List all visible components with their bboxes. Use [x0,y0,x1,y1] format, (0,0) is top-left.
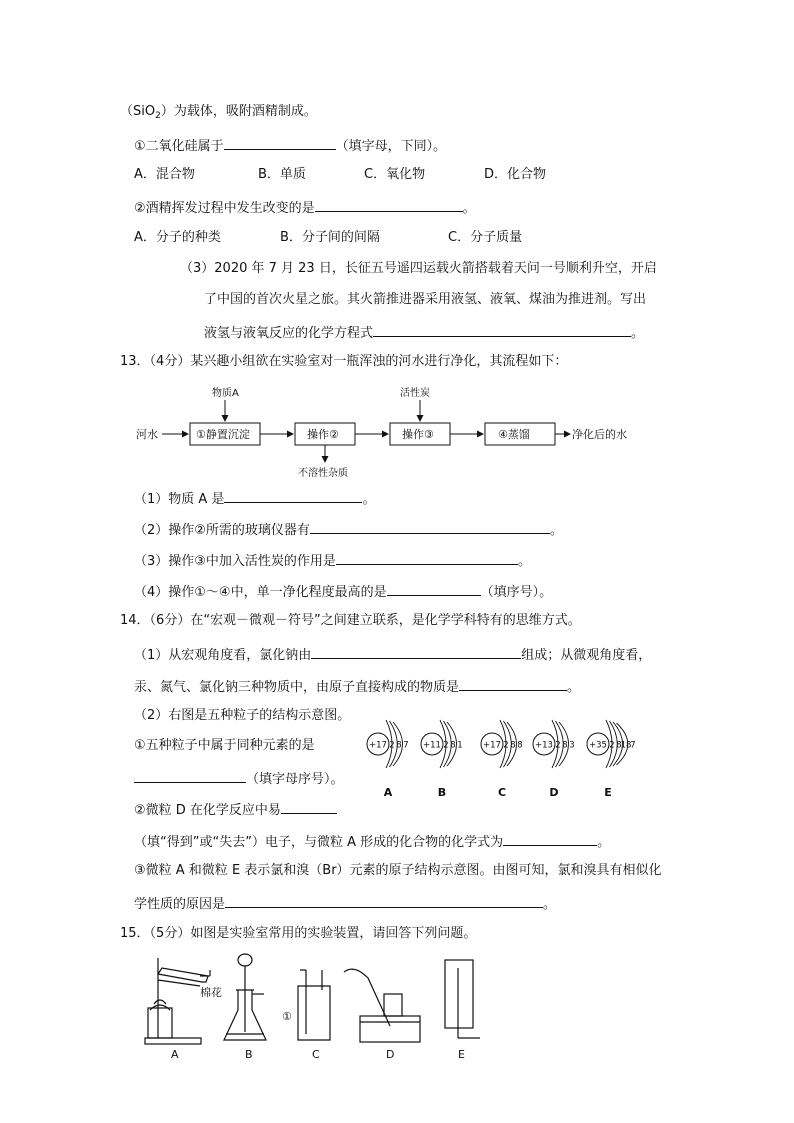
answer-blank[interactable] [311,644,521,659]
answer-blank[interactable] [373,322,631,337]
flow-output-impurities: 不溶性杂质 [298,468,348,479]
q13-q4: （4）操作①～④中，单一净化程度最高的是 （填序号）。 [134,581,552,602]
q14-p2: （2）右图是五种粒子的结构示意图。 [134,708,351,723]
particle-label: A [383,786,393,799]
apparatus-d [344,969,420,1042]
q13-title: 13．（4分）某兴趣小组欲在实验室对一瓶浑浊的河水进行净化，其流程如下： [120,354,568,369]
apparatus-e [445,960,480,1038]
q13-q3: （3）操作③中加入活性炭的作用是 。 [134,550,531,571]
particle-d [533,720,575,799]
answer-blank[interactable] [224,488,362,503]
label-d: D [386,1048,395,1061]
answer-blank[interactable] [336,550,518,565]
svg-text:操作③: 操作③ [402,428,434,441]
atomic-structure-diagram [360,708,660,803]
flow-input-a: 物质A [212,388,239,399]
particle-b [421,720,463,799]
q14-p1-line2: 汞、氮气、氯化钠三种物质中，由原子直接构成的物质是 。 [134,676,580,697]
marker-1: ① [282,1010,292,1023]
q14-s1-answer: （填字母序号）。 [134,768,344,789]
q14-s2-line2: （填“得到”或“失去”）电子，与微粒 A 形成的化合物的化学式为 。 [134,831,610,852]
nucleus-charge: +13 [535,740,553,751]
answer-blank[interactable] [459,676,567,691]
shell-electrons: 2 [555,740,561,751]
answer-blank[interactable] [224,135,336,150]
label-b: B [245,1048,253,1061]
shell-electrons: 7 [630,740,636,751]
q14-title: 14．（6分）在“宏观－微观－符号”之间建立联系，是化学学科特有的思维方式。 [120,613,581,628]
shell-electrons: 18 [620,740,632,751]
shell-electrons: 1 [457,740,463,751]
q14-s3-line2: 学性质的原因是 。 [134,893,556,914]
shell-electrons: 8 [450,740,456,751]
shell-electrons: 8 [517,740,523,751]
particle-e [587,720,636,799]
q12-opt-c: C．氧化物 [364,167,426,182]
q12-part3-line3: 液氢与液氧反应的化学方程式 。 [204,322,644,343]
nucleus-charge: +11 [423,740,441,751]
svg-text:④蒸馏: ④蒸馏 [498,428,530,441]
q14-p1-line1: （1）从宏观角度看，氯化钠由 组成；从微观角度看， [134,644,651,665]
shell-electrons: 8 [562,740,568,751]
q12-opt-a: A．混合物 [134,167,195,182]
flow-input-carbon: 活性炭 [400,388,430,399]
shell-electrons: 7 [403,740,409,751]
intro-line: （SiO$_2$）为载体，吸附酒精制成。 [120,104,317,121]
q14-s3: ③微粒 A 和微粒 E 表示氯和溴（Br）元素的原子结构示意图。由图可知，氯和溴具有相似化 [134,863,662,878]
shell-electrons: 8 [510,740,516,751]
answer-blank[interactable] [503,831,597,846]
svg-text:操作②: 操作② [307,428,339,441]
apparatus-a [145,958,210,1044]
answer-blank[interactable] [134,768,246,783]
q12-part3-line2: 了中国的首次火星之旅。其火箭推进器采用液氢、液氧、煤油为推进剂。写出 [204,292,647,307]
q13-q2: （2）操作②所需的玻璃仪器有 。 [134,519,563,540]
particle-label: B [437,786,447,799]
apparatus-b [224,954,266,1040]
answer-blank[interactable] [225,893,543,908]
shell-electrons: 2 [389,740,395,751]
q14-s2: ②微粒 D 在化学反应中易 [134,799,337,820]
particle-label: D [549,786,559,799]
q12-part3-line1: （3）2020 年 7 月 23 日，长征五号遥四运载火箭搭载着天问一号顺利升空，开启 [180,261,657,276]
shell-electrons: 8 [396,740,402,751]
particle-a [367,720,409,799]
answer-blank[interactable] [387,581,481,596]
answer-blank[interactable] [281,799,337,814]
nucleus-charge: +17 [483,740,501,751]
q12-opt-d: D．化合物 [484,167,547,182]
nucleus-charge: +35 [589,740,607,751]
q12-opt-b: B．单质 [258,167,306,182]
q14-s1: ①五种粒子中属于同种元素的是 [134,738,315,753]
q12-item1: ①二氧化硅属于 （填字母，下同）。 [134,135,446,156]
q12-item2: ②酒精挥发过程中发生改变的是 。 [134,197,476,218]
flow-end: 净化后的水 [572,428,627,441]
shell-electrons: 8 [616,740,622,751]
particle-c [481,720,523,799]
q12-opt2-c: C．分子质量 [448,230,523,245]
apparatus-c [298,970,330,1040]
purification-flowchart [130,382,650,482]
q12-opt2-b: B．分子间的间隔 [280,230,380,245]
q13-q1: （1）物质 A 是 。 [134,488,375,509]
shell-electrons: 3 [569,740,575,751]
shell-electrons: 2 [443,740,449,751]
svg-text:①静置沉淀: ①静置沉淀 [196,428,250,441]
label-c: C [312,1048,320,1061]
label-a: A [171,1048,179,1061]
flow-start: 河水 [136,428,158,441]
answer-blank[interactable] [310,519,550,534]
lab-apparatus-figure [140,950,500,1065]
label-e: E [458,1048,465,1061]
answer-blank[interactable] [315,197,463,212]
particle-label: C [497,786,507,799]
q12-opt2-a: A．分子的种类 [134,230,221,245]
shell-electrons: 2 [609,740,615,751]
q15-title: 15．（5分）如图是实验室常用的实验装置，请回答下列问题。 [120,926,477,941]
particle-label: E [604,786,612,799]
nucleus-charge: +17 [369,740,387,751]
shell-electrons: 2 [503,740,509,751]
cotton-label: 棉花 [200,986,222,999]
